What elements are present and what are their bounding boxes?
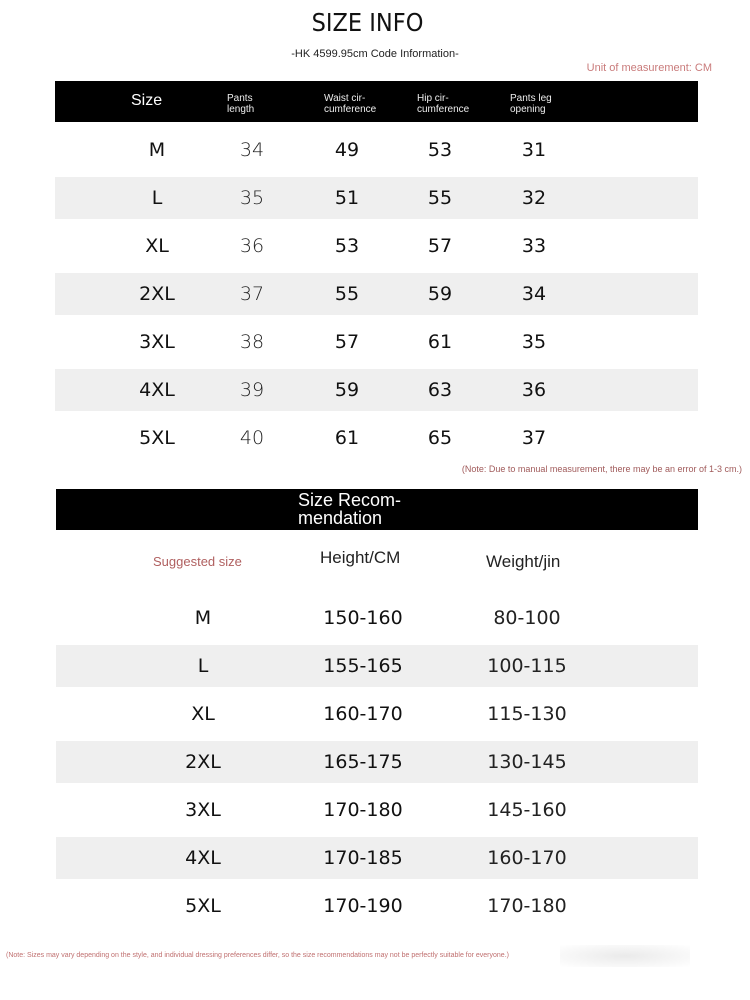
size-cell-hip: 61 <box>427 331 453 353</box>
recommendation-cell-size: 3XL <box>185 799 221 821</box>
size-cell-length: 39 <box>239 379 265 401</box>
size-cell-size: L <box>151 187 163 209</box>
size-cell-opening: 35 <box>521 331 547 353</box>
size-cell-waist: 51 <box>334 187 360 209</box>
footer-note: (Note: Sizes may vary depending on the style, and individual dressing preferences differ, so the size recommendations may not be perfectly suitable for everyone.) <box>6 952 509 959</box>
table-row <box>56 885 698 927</box>
table-row <box>55 417 698 459</box>
size-cell-waist: 53 <box>334 235 360 257</box>
recommendation-cell-height: 155-165 <box>323 655 403 677</box>
table-row <box>56 693 698 735</box>
size-cell-waist: 59 <box>334 379 360 401</box>
size-cell-hip: 55 <box>427 187 453 209</box>
recommendation-cell-height: 165-175 <box>323 751 403 773</box>
size-cell-hip: 63 <box>427 379 453 401</box>
header-size: Size <box>131 92 163 109</box>
recommendation-cell-weight: 160-170 <box>487 847 567 869</box>
measurement-note: (Note: Due to manual measurement, there may be an error of 1-3 cm.) <box>461 464 742 474</box>
table-row <box>56 741 698 783</box>
col-suggested-size: Suggested size <box>153 554 242 569</box>
header-pants-length: Pants length <box>227 93 255 115</box>
recommendation-cell-weight: 170-180 <box>487 895 567 917</box>
recommendation-cell-size: L <box>197 655 209 677</box>
size-cell-waist: 61 <box>334 427 360 449</box>
smudge-decoration <box>560 945 690 967</box>
size-cell-waist: 57 <box>334 331 360 353</box>
recommendation-cell-height: 150-160 <box>323 607 403 629</box>
recommendation-title: Size Recom- mendation <box>298 490 402 528</box>
recommendation-cell-size: M <box>194 607 212 629</box>
size-cell-size: 5XL <box>139 427 175 449</box>
recommendation-cell-height: 170-190 <box>323 895 403 917</box>
recommendation-cell-size: XL <box>191 703 215 725</box>
size-cell-hip: 65 <box>427 427 453 449</box>
size-cell-size: XL <box>145 235 169 257</box>
page-title: SIZE INFO <box>311 8 424 37</box>
table-row <box>55 225 698 267</box>
size-cell-size: M <box>148 139 166 161</box>
size-cell-length: 36 <box>239 235 265 257</box>
size-cell-opening: 37 <box>521 427 547 449</box>
size-cell-size: 4XL <box>139 379 175 401</box>
table-row <box>56 645 698 687</box>
table-row <box>55 273 698 315</box>
size-table-header <box>55 81 698 122</box>
table-row <box>55 129 698 171</box>
recommendation-header <box>56 489 698 530</box>
size-cell-opening: 36 <box>521 379 547 401</box>
header-leg-opening: Pants leg opening <box>510 93 552 115</box>
size-cell-length: 37 <box>239 283 265 305</box>
recommendation-cell-height: 170-185 <box>323 847 403 869</box>
recommendation-columns <box>0 548 750 578</box>
size-cell-waist: 55 <box>334 283 360 305</box>
recommendation-cell-weight: 115-130 <box>487 703 567 725</box>
table-row <box>55 369 698 411</box>
size-cell-length: 40 <box>239 427 265 449</box>
size-cell-length: 38 <box>239 331 265 353</box>
page-subtitle: -HK 4599.95cm Code Information- <box>291 48 459 60</box>
col-height: Height/CM <box>320 548 401 567</box>
recommendation-cell-height: 170-180 <box>323 799 403 821</box>
header-hip: Hip cir- cumference <box>417 93 470 115</box>
header-waist: Waist cir- cumference <box>324 93 377 115</box>
recommendation-cell-weight: 100-115 <box>487 655 567 677</box>
size-cell-hip: 57 <box>427 235 453 257</box>
unit-note: Unit of measurement: CM <box>586 62 712 74</box>
recommendation-cell-weight: 145-160 <box>487 799 567 821</box>
size-cell-opening: 34 <box>521 283 547 305</box>
recommendation-cell-size: 5XL <box>185 895 221 917</box>
size-cell-opening: 31 <box>521 139 547 161</box>
size-cell-hip: 53 <box>427 139 453 161</box>
recommendation-cell-weight: 80-100 <box>493 607 561 629</box>
size-cell-hip: 59 <box>427 283 453 305</box>
table-row <box>56 789 698 831</box>
size-cell-length: 34 <box>239 139 265 161</box>
recommendation-cell-weight: 130-145 <box>487 751 567 773</box>
recommendation-cell-size: 4XL <box>185 847 221 869</box>
size-cell-opening: 33 <box>521 235 547 257</box>
recommendation-cell-size: 2XL <box>185 751 221 773</box>
size-cell-opening: 32 <box>521 187 547 209</box>
size-cell-length: 35 <box>239 187 265 209</box>
table-row <box>56 837 698 879</box>
size-cell-size: 2XL <box>139 283 175 305</box>
size-cell-size: 3XL <box>139 331 175 353</box>
table-row <box>55 321 698 363</box>
table-row <box>56 597 698 639</box>
size-cell-waist: 49 <box>334 139 360 161</box>
col-weight: Weight/jin <box>486 552 561 571</box>
table-row <box>55 177 698 219</box>
recommendation-cell-height: 160-170 <box>323 703 403 725</box>
